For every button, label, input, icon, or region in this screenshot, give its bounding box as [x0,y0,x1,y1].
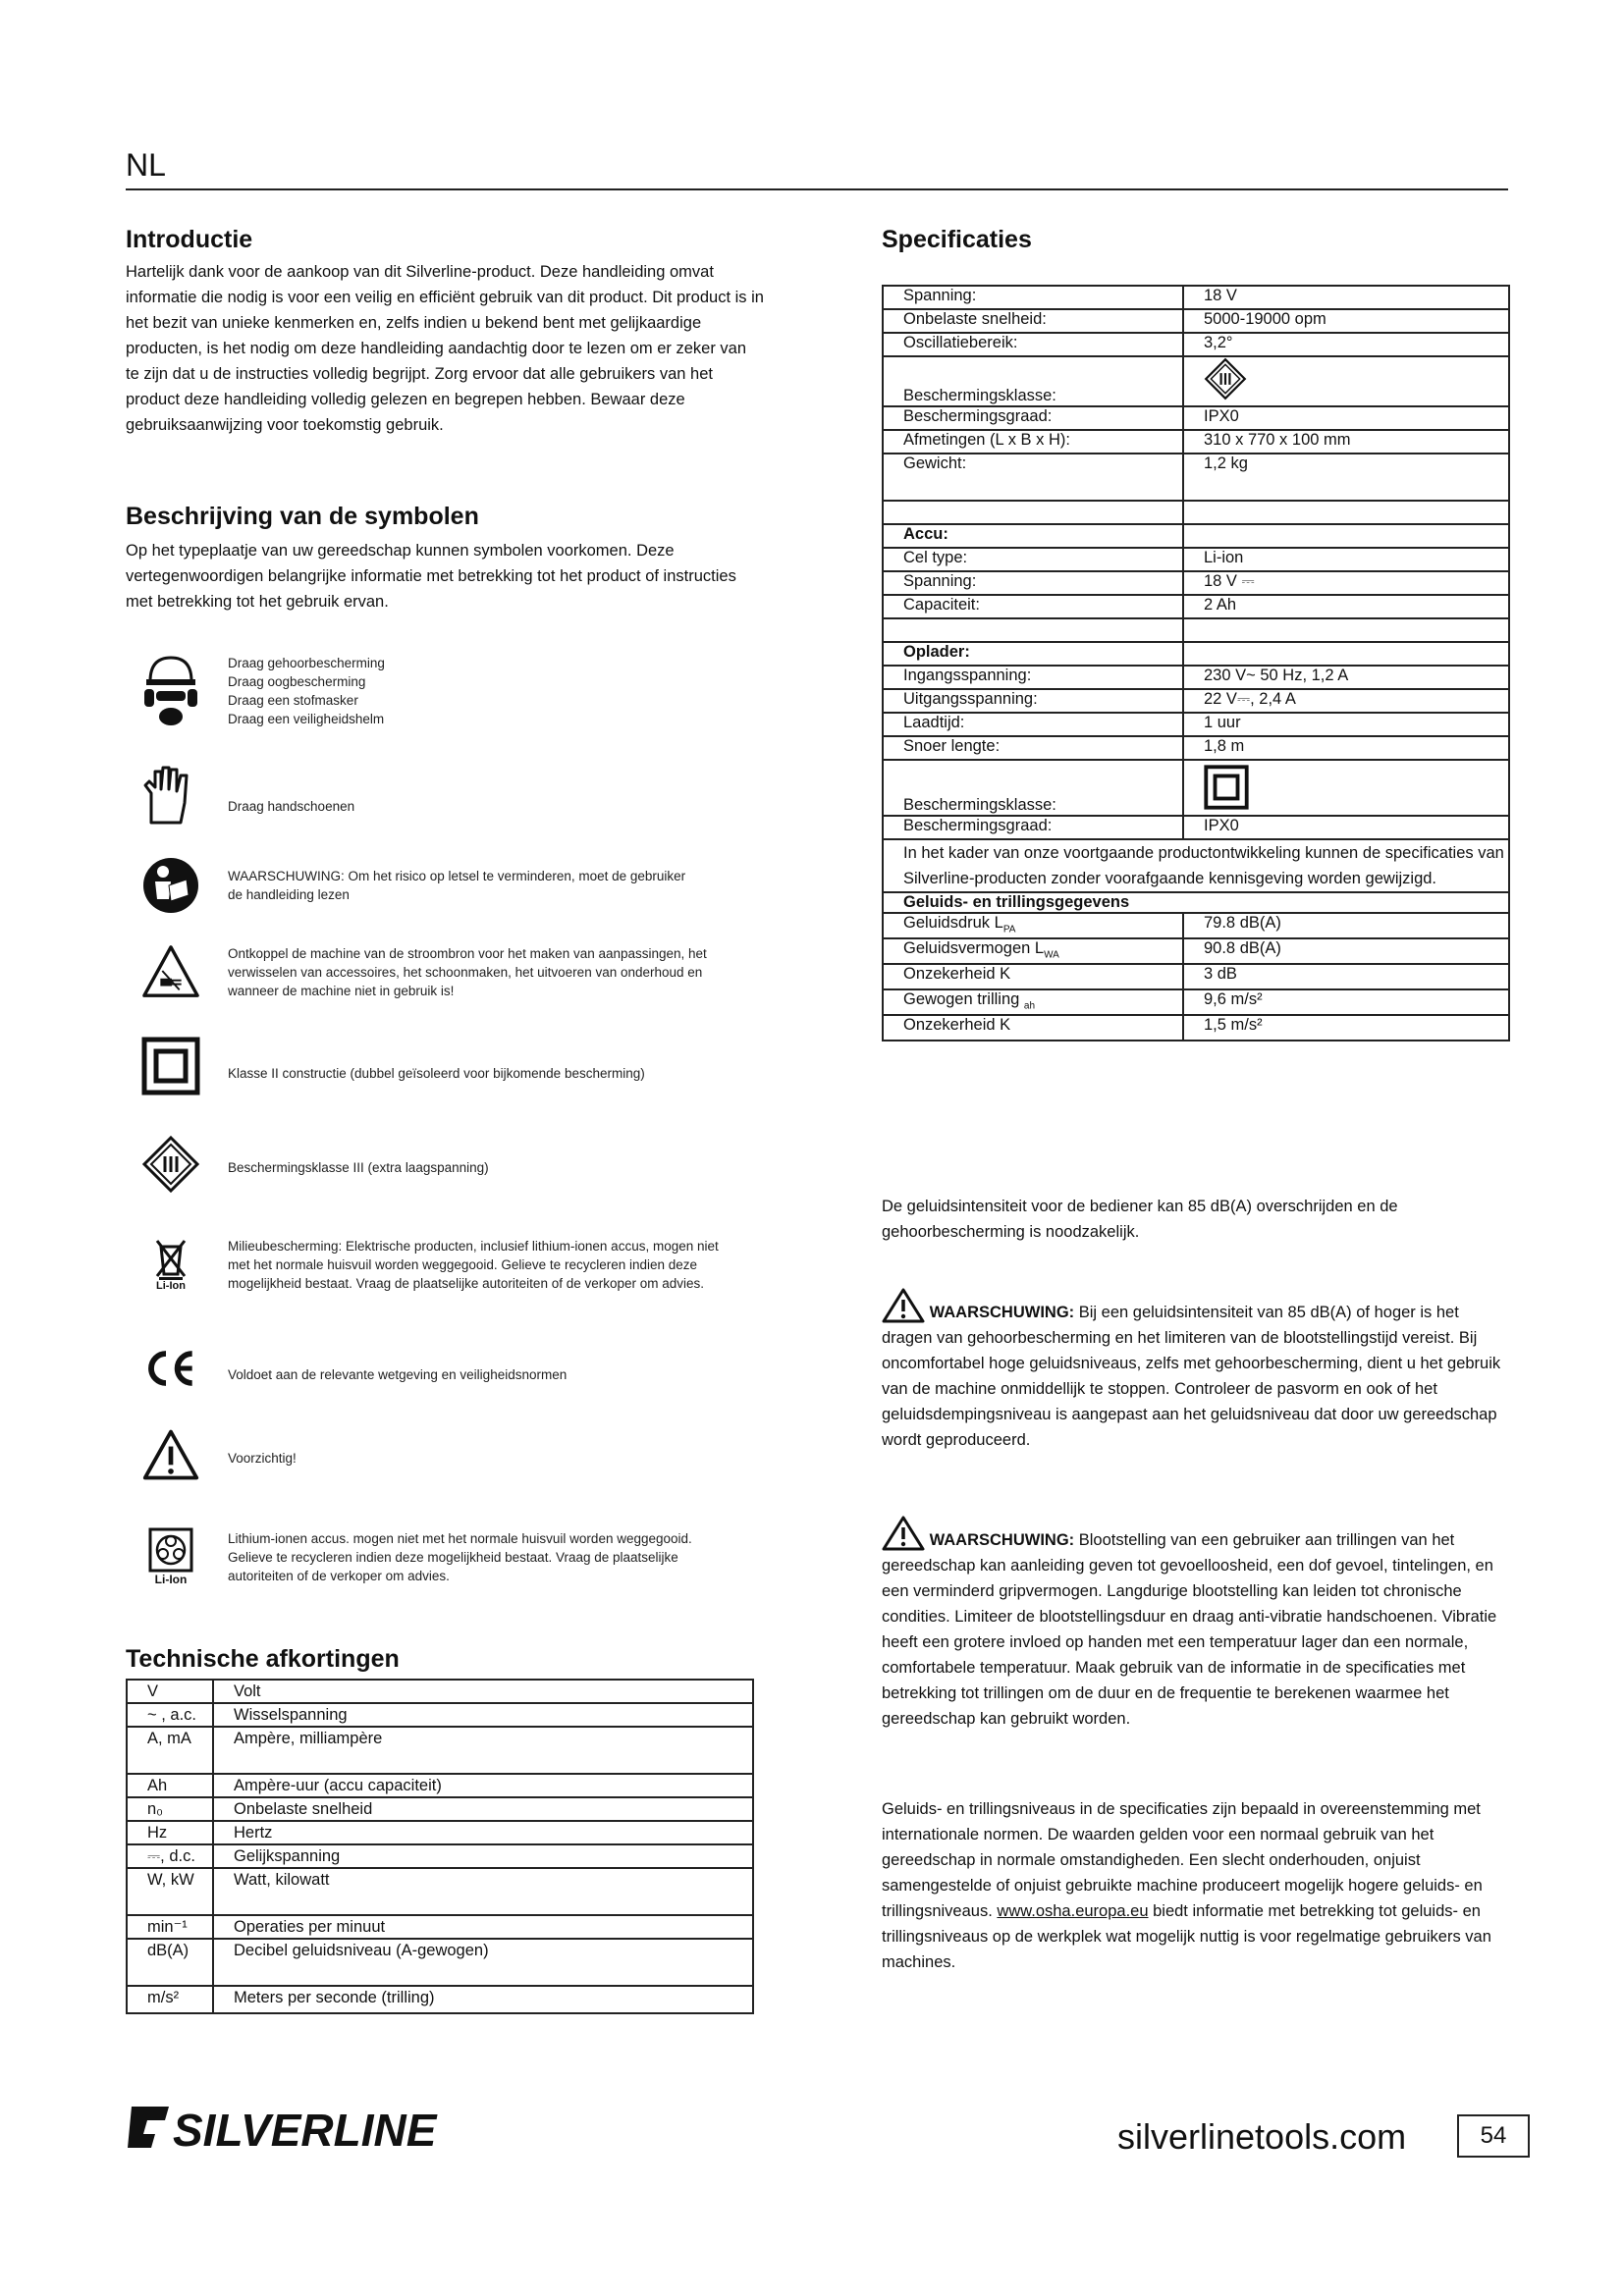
symbol-text: Beschermingsklasse III (extra laagspanning) [228,1159,489,1175]
abbr-value: Hertz [213,1821,753,1844]
symbol-row [141,1229,729,1300]
symbols-title: Beschrijving van de symbolen [126,503,479,530]
spec-value [1183,356,1509,406]
table-row [127,1986,753,2013]
spec-label: Onbelaste snelheid: [883,309,1183,333]
osha-link[interactable]: www.osha.europa.eu [997,1902,1149,1920]
abbr-value: Watt, kilowatt [213,1868,753,1915]
warning-label: WAARSCHUWING: [929,1304,1075,1321]
table-row [127,1868,753,1915]
li-ion-icon [141,1520,200,1594]
gloves-icon [141,766,200,825]
spec-value: 3,2° [1183,333,1509,356]
spec-value [1183,524,1509,548]
warning-label: WAARSCHUWING: [929,1531,1075,1549]
table-row [883,816,1509,839]
warning-text: Bij een geluidsintensiteit van 85 dB(A) of hoger is het dragen van gehoorbescherming en het limiteren van de blootstellingstijd vereist. Bij oncomfortabel hoge geluidsniveaus, zelfs met gehoorbescherming, dient u het gebruik van de machine onmiddellijk te stoppen. Controleer de pasvorm en ook of het geluidsdempingsniveau is aangepast aan het geluidsniveau dat door uw gereedschap wordt geproduceerd. [882,1304,1501,1449]
symbol-row [141,654,385,728]
spec-label: Oscillatiebereik: [883,333,1183,356]
symbol-row [141,942,719,1001]
weee-icon [141,1229,200,1300]
spec-label: Spanning: [883,286,1183,309]
symbol-row [141,1037,645,1095]
language-code: NL [126,147,166,183]
sound-label [883,938,1183,964]
spec-label: Afmetingen (L x B x H): [883,430,1183,454]
sound-label-text: Onzekerheid K [903,965,1011,983]
symbol-row [141,1425,297,1484]
table-row [127,1939,753,1986]
page-number: 54 [1457,2114,1530,2158]
sound-label-text: Onzekerheid K [903,1016,1011,1034]
symbol-text: Draag gehoorbescherming Draag oogbescherming Draag een stofmasker Draag een veiligheidshelm [228,656,385,726]
abbr-value: Decibel geluidsniveau (A-gewogen) [213,1939,753,1986]
abbr-value: Onbelaste snelheid [213,1797,753,1821]
symbol-text: Lithium-ionen accus. mogen niet met het normale huisvuil worden weggegooid. Gelieve te recycleren indien deze mogelijkheid bestaat. Vraag de plaatselijke autoriteiten of de verkoper om advies. [228,1530,692,1583]
sound-value: 9,6 m/s² [1183,989,1509,1015]
warning-icon [882,1516,925,1551]
table-row [883,309,1509,333]
table-row [883,356,1509,406]
sound-label-sub: WA [1044,949,1059,961]
symbols-text: Op het typeplaatje van uw gereedschap kunnen symbolen voorkomen. Deze vertegenwoordigen belangrijke informatie met betrekking tot het product of instructies met betrekking tot het gebruik ervan. [126,542,736,611]
warning-icon [882,1288,925,1323]
table-row [883,964,1509,989]
spec-value [1183,760,1509,816]
spec-value: 5000-19000 opm [1183,309,1509,333]
sound-label-text: Geluidsvermogen L [903,939,1045,957]
table-row [883,892,1509,913]
table-row [883,501,1509,524]
class-iii-icon [141,1135,200,1194]
safety-gear-icon [141,662,200,721]
read-manual-icon [141,856,200,915]
sound-title: Geluids- en trillingsgegevens [883,892,1509,913]
spec-value [1183,501,1509,524]
li-ion-badge: Li-Ion [156,1280,186,1292]
table-row [127,1821,753,1844]
abbr-key: n₀ [127,1797,213,1821]
symbol-row [141,1135,489,1194]
table-row [883,595,1509,618]
spec-value: 1,8 m [1183,736,1509,760]
spec-label: Beschermingsklasse: [883,760,1183,816]
table-row [883,524,1509,548]
table-row [883,333,1509,356]
abbr-key: ⎓, d.c. [127,1844,213,1868]
class-ii-icon [1204,765,1249,810]
symbol-row [141,856,699,915]
sound-label [883,964,1183,989]
table-row [883,642,1509,666]
intro-title: Introductie [126,226,253,253]
table-row [883,913,1509,938]
sound-label [883,913,1183,938]
class-iii-icon [1204,357,1247,400]
sound-label [883,1015,1183,1041]
spec-value: Li-ion [1183,548,1509,571]
abbr-key: A, mA [127,1727,213,1774]
spec-value: 18 V [1183,286,1509,309]
osha-text: biedt informatie met betrekking tot geluids- en trillingsniveaus op de werkplek wat mogelijk nuttig is voor regelmatige gebruikers van machines. [882,1902,1491,1971]
sound-value: 79.8 dB(A) [1183,913,1509,938]
abbr-value: Operaties per minuut [213,1915,753,1939]
symbol-text: Voldoet aan de relevante wetgeving en veiligheidsnormen [228,1366,568,1382]
abbreviations-title: Technische afkortingen [126,1645,400,1673]
ce-icon [141,1339,200,1398]
sound-value: 1,5 m/s² [1183,1015,1509,1041]
abbr-value: Ampère-uur (accu capaciteit) [213,1774,753,1797]
sound-label-sub: PA [1002,924,1016,935]
table-row [883,286,1509,309]
abbr-value: Meters per seconde (trilling) [213,1986,753,2013]
spec-value: IPX0 [1183,406,1509,430]
spec-value: 18 V ⎓ [1183,571,1509,595]
li-ion-badge: Li-Ion [154,1573,188,1586]
header-rule [126,188,1508,190]
abbr-key: m/s² [127,1986,213,2013]
table-row [127,1844,753,1868]
brand-logo [126,2099,528,2163]
symbol-text: WAARSCHUWING: Om het risico op letsel te verminderen, moet de gebruiker de handleiding lezen [228,869,686,902]
levels-info [882,1796,1510,1975]
abbr-key: Hz [127,1821,213,1844]
noise-warning [882,1288,1510,1453]
spec-label: Snoer lengte: [883,736,1183,760]
specs-title: Specificaties [882,226,1032,253]
spec-label: Uitgangsspanning: [883,689,1183,713]
spec-value: 22 V⎓, 2,4 A [1183,689,1509,713]
spec-label: Laadtijd: [883,713,1183,736]
spec-value [1183,618,1509,642]
table-row [883,666,1509,689]
spec-label: Beschermingsklasse: [883,356,1183,406]
table-row [883,548,1509,571]
table-row [883,406,1509,430]
table-row [883,1015,1509,1041]
abbr-key: dB(A) [127,1939,213,1986]
table-row [883,989,1509,1015]
table-row [127,1727,753,1774]
table-row [883,430,1509,454]
spec-value [1183,642,1509,666]
table-row [883,938,1509,964]
noise-note: De geluidsintensiteit voor de bediener kan 85 dB(A) overschrijden en de gehoorbescherming is noodzakelijk. [882,1198,1398,1241]
spec-value: 1 uur [1183,713,1509,736]
abbr-key: W, kW [127,1868,213,1915]
symbol-row [141,766,354,825]
levels-text: Geluids- en trillingsniveaus in de specificaties zijn bepaald in overeenstemming met internationale normen. De waarden gelden voor een normaal gebruik van het gereedschap in normale omstandigheden. Een slecht onderhouden, onjuist samengestelde of onjuist gebruikte machine produceert mogelijk hogere geluids- en trillingsniveaus. [882,1800,1483,1920]
symbol-text: Voorzichtig! [228,1450,297,1466]
spec-label: Gewicht: [883,454,1183,501]
website: silverlinetools.com [1117,2116,1407,2157]
spec-label [883,618,1183,642]
class-ii-icon [141,1037,200,1095]
abbr-key: ~ , a.c. [127,1703,213,1727]
abbr-key: Ah [127,1774,213,1797]
abbr-key: min⁻¹ [127,1915,213,1939]
symbol-text: Draag handschoenen [228,798,355,814]
table-row [883,713,1509,736]
spec-label: Beschermingsgraad: [883,406,1183,430]
sound-label-text: Geluidsdruk L [903,914,1003,932]
intro-text: Hartelijk dank voor de aankoop van dit Silverline-product. Deze handleiding omvat informatie die nodig is voor een veilig en efficiënt gebruik van dit product. Dit product is in het bezit van unieke kenmerken en, zelfs indien u bekend bent met gelijkaardige producten, is het nodig om deze handleiding aandachtig door te lezen om er zeker van te zijn dat u de instructies volledig begrijpt. Zorg ervoor dat alle gebruikers van het product deze handleiding volledig gelezen en begrepen hebben. Bewaar deze gebruiksaanwijzing voor toekomstig gebruik. [126,263,764,434]
symbol-text: Klasse II constructie (dubbel geïsoleerd voor bijkomende bescherming) [228,1065,645,1081]
abbreviations-table [126,1679,754,2014]
disconnect-warning-icon [141,942,200,1001]
table-row [883,689,1509,713]
table-row [127,1797,753,1821]
sound-label-sub: ah [1023,1000,1036,1012]
sound-label-text: Gewogen trilling [903,990,1024,1008]
table-row [883,760,1509,816]
spec-value: IPX0 [1183,816,1509,839]
table-row [883,618,1509,642]
sound-value: 90.8 dB(A) [1183,938,1509,964]
table-row [127,1703,753,1727]
table-row [127,1774,753,1797]
abbr-value: Wisselspanning [213,1703,753,1727]
abbr-value: Volt [213,1680,753,1703]
spec-label: Accu: [883,524,1183,548]
spec-note: In het kader van onze voortgaande productontwikkeling kunnen de specificaties van Silverline-producten zonder voorafgaande kennisgeving worden gewijzigd. [883,839,1509,892]
spec-label: Cel type: [883,548,1183,571]
spec-label [883,501,1183,524]
symbol-row [141,1520,719,1594]
table-row [127,1915,753,1939]
spec-value: 2 Ah [1183,595,1509,618]
spec-label: Capaciteit: [883,595,1183,618]
caution-icon [141,1425,200,1484]
svg-text:SILVERLINE: SILVERLINE [173,2105,437,2156]
table-row [883,454,1509,501]
symbol-text: Milieubescherming: Elektrische producten, inclusief lithium-ionen accus, mogen niet met het normale huisvuil worden weggegooid. Gelieve te recycleren indien deze mogelijkheid bestaat. Vraag de plaatselijke autoriteiten of de verkoper om advies. [228,1238,719,1291]
table-row [127,1680,753,1703]
abbr-key: V [127,1680,213,1703]
spec-value: 1,2 kg [1183,454,1509,501]
sound-label [883,989,1183,1015]
table-row [883,839,1509,892]
spec-label: Beschermingsgraad: [883,816,1183,839]
spec-value: 230 V~ 50 Hz, 1,2 A [1183,666,1509,689]
abbr-value: Gelijkspanning [213,1844,753,1868]
spec-value: 310 x 770 x 100 mm [1183,430,1509,454]
vibration-warning [882,1516,1510,1732]
spec-label: Oplader: [883,642,1183,666]
spec-label: Ingangsspanning: [883,666,1183,689]
spec-label: Spanning: [883,571,1183,595]
table-row [883,571,1509,595]
sound-value: 3 dB [1183,964,1509,989]
symbol-text: Ontkoppel de machine van de stroombron voor het maken van aanpassingen, het verwisselen van accessoires, het schoonmaken, het uitvoeren van onderhoud en wanneer de machine niet in gebruik is! [228,945,707,998]
specs-table [882,285,1510,1041]
symbol-row [141,1339,567,1398]
table-row [883,736,1509,760]
warning-text: Blootstelling van een gebruiker aan trillingen van het gereedschap kan aanleiding geven tot gevoelloosheid, een dof gevoel, tintelingen, en een verminderd gripvermogen. Langdurige blootstelling kan leiden tot chronische condities. Limiteer de blootstellingsduur en draag anti-vibratie handschoenen. Vibratie heeft een grotere invloed op handen met een temperatuur lager dan een normale, comfortabele temperatuur. Maak gebruik van de informatie in de specificaties met betrekking tot trillingen om de duur en de frequentie te berekenen waarmee het gereedschap kan gebruikt worden. [882,1531,1497,1728]
abbr-value: Ampère, milliampère [213,1727,753,1774]
